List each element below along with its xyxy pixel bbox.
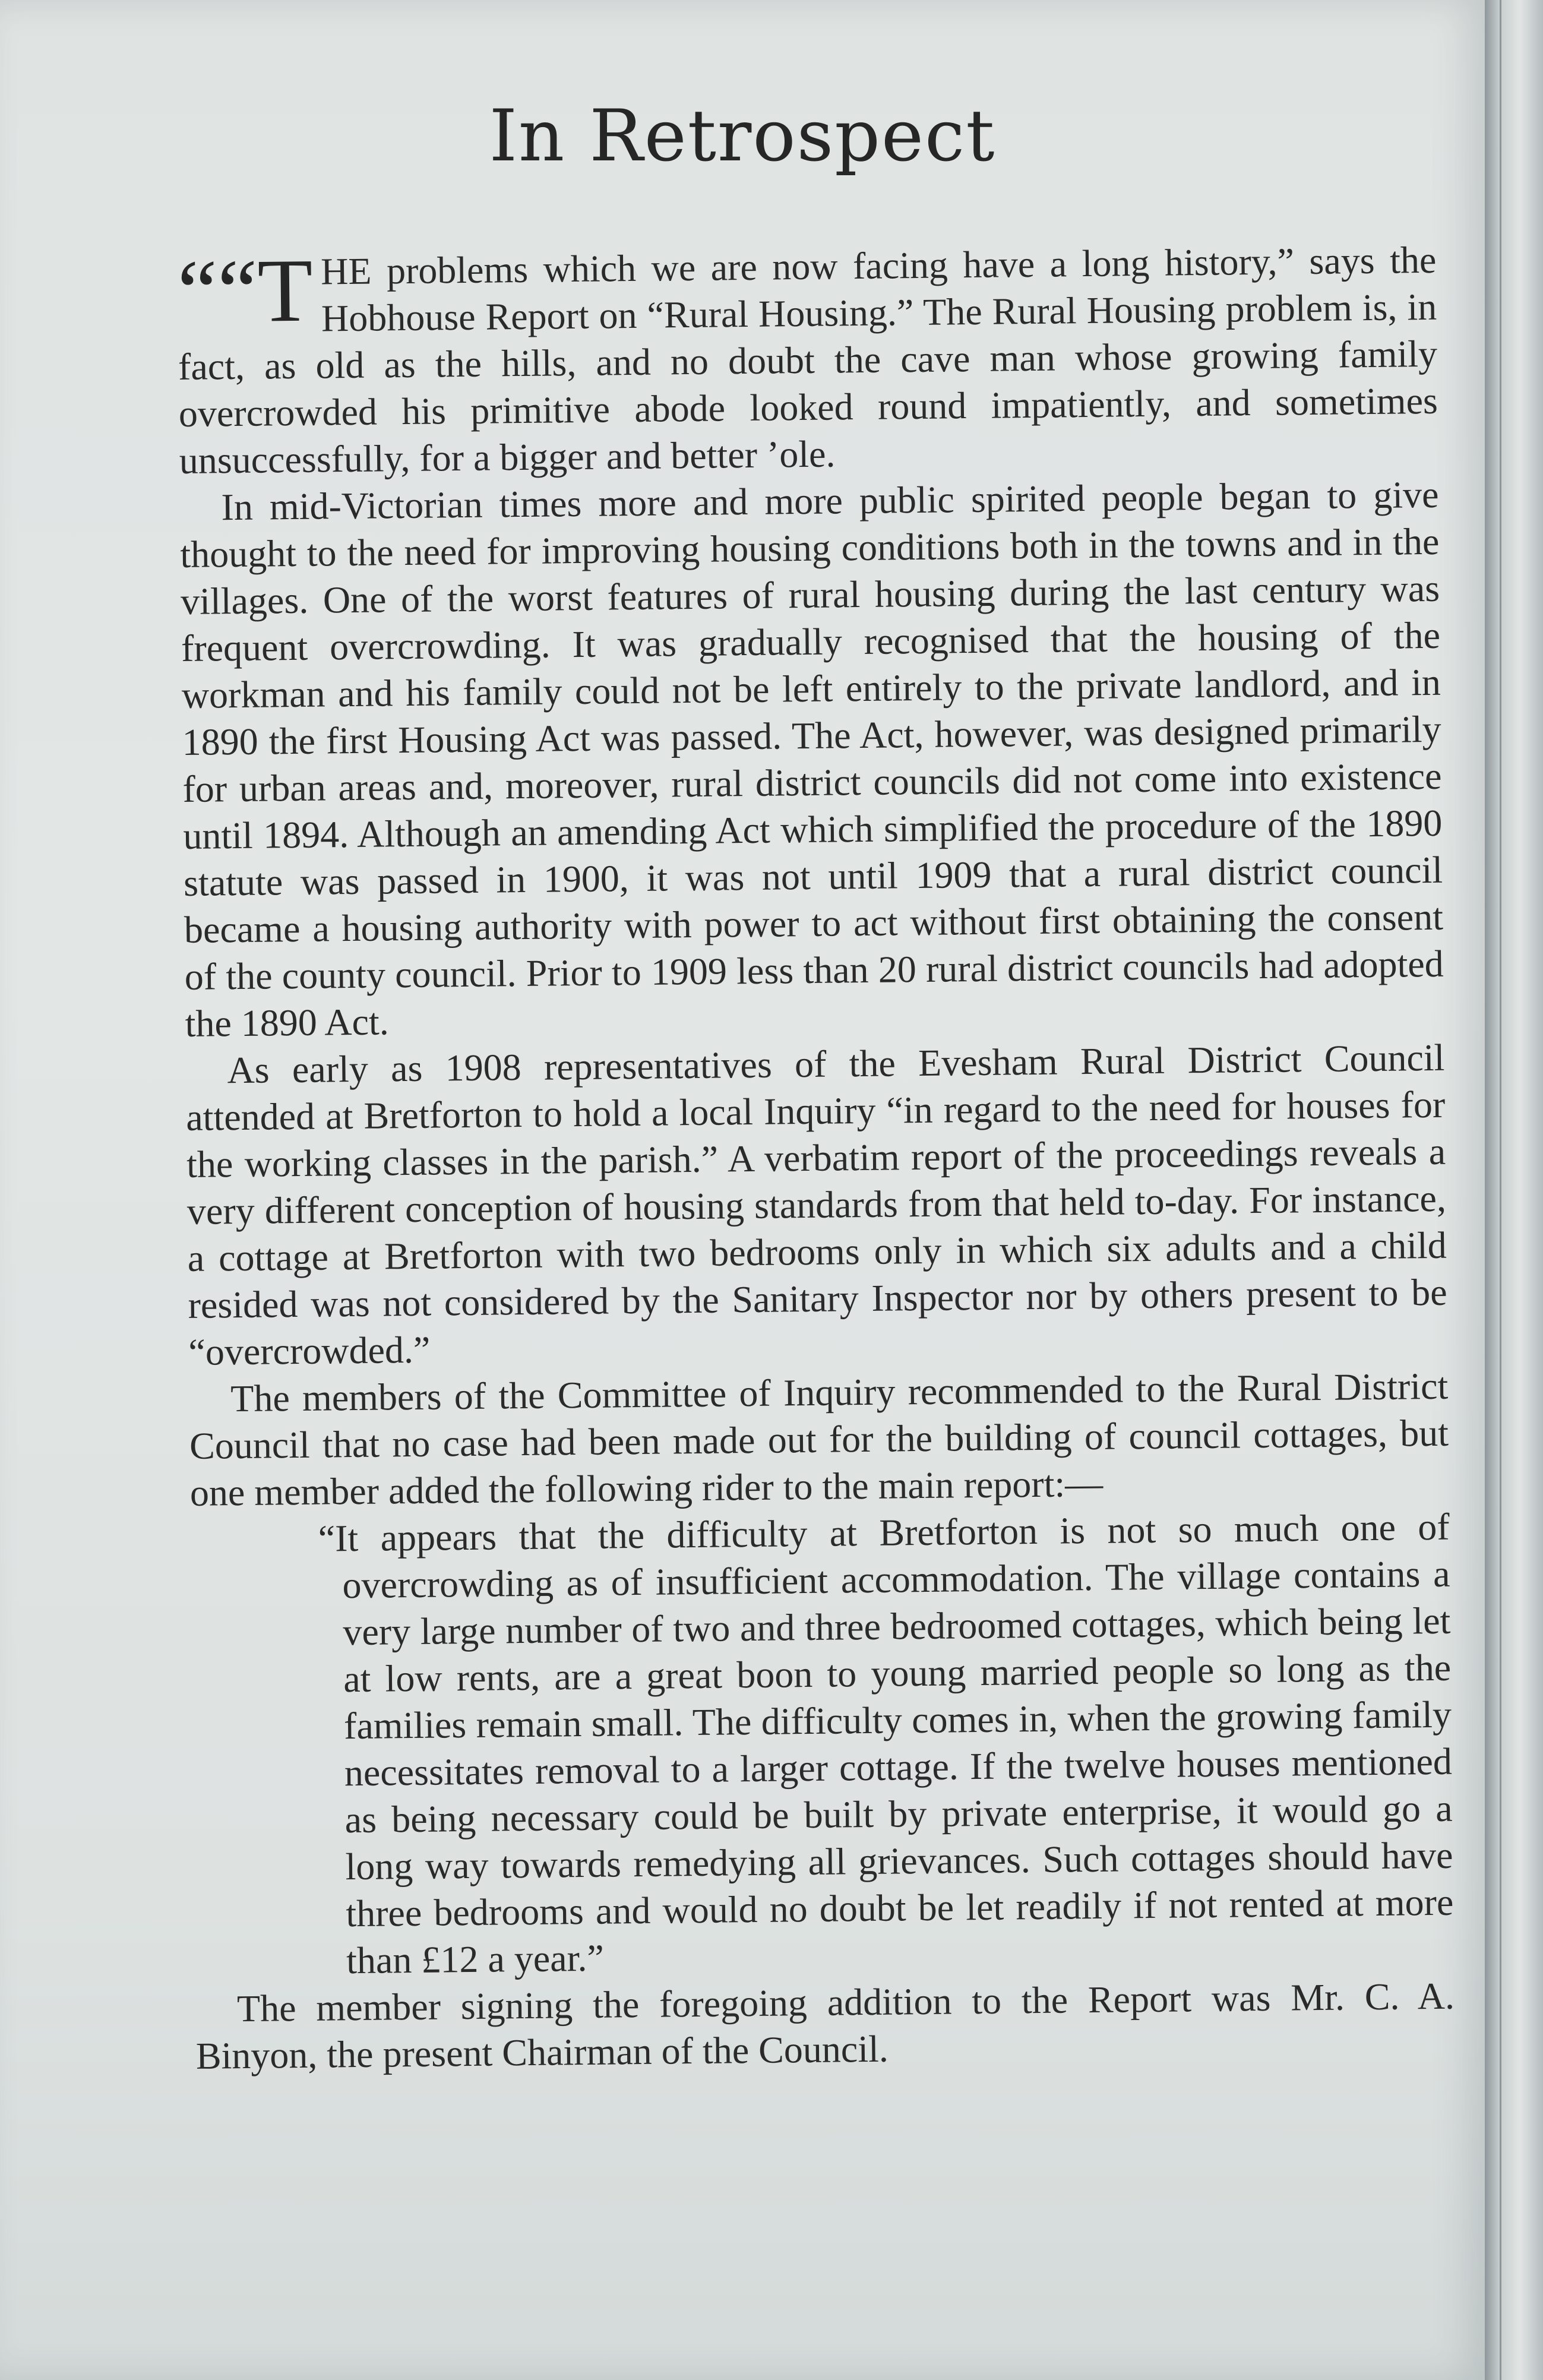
block-quote-rider: “It appears that the difficulty at Bretforton is not so much one of overcrowding as of insufficient accommodation. The village contains a very large number of two and three bedroomed cottages, which being let at low rents, are a great boon to young married people so long as the families remain small. The difficulty comes in, when the growing family necessitates removal to a larger cottage. If the twelve houses mentioned as being necessary could be built by private enterprise, it would go a long way towards remedying all grievances. Such cottages should have three bedrooms and would no doubt be let readily if not rented at more than £12 a year.” xyxy=(318,1505,1454,1982)
paragraph-binyon: The member signing the foregoing addition to the Report was Mr. C. A. Binyon, the present Chairman of the Council. xyxy=(195,1974,1455,2077)
page-fold-line xyxy=(1500,0,1501,2380)
next-page-edge xyxy=(1485,0,1543,2380)
paragraph-bretforton-inquiry: As early as 1908 representatives of the Evesham Rural District Council attended at Bretforton to hold a local Inquiry “in regard to the need for houses for the working classes in the parish.” A verbatim report of the proceedings reveals a very different conception of housing standards from that held to-day. For instance, a cottage at Bretforton with two bedrooms only in which six adults and a child resided was not considered by the Sanitary Inspector nor by others present to be “overcrowded.” xyxy=(185,1036,1447,1373)
drop-cap: ““T xyxy=(176,240,314,342)
paragraph-history: In mid-Victorian times more and more public spirited people began to give thought to the need for improving housing conditions both in the towns and in the villages. One of the worst features of rural housing during the last century was frequent overcrowding. It was gradually recognised that the housing of the workman and his family could not be left entirely to the private landlord, and in 1890 the first Housing Act was passed. The Act, however, was designed primarily for urban areas and, moreover, rural district councils did not come into existence until 1894. Although an amending Act which simplified the procedure of the 1890 statute was passed in 1900, it was not until 1909 that a rural district council became a housing authority with power to act without first obtaining the consent of the county council. Prior to 1909 less than 20 rural district councils had adopted the 1890 Act. xyxy=(180,473,1444,1045)
paragraph-committee: The members of the Committee of Inquiry recommended to the Rural District Council that no case had been made out for the building of council cottages, but one member added the following rider to the main report:— xyxy=(189,1364,1449,1514)
article-body xyxy=(177,236,1455,2079)
paragraph-intro xyxy=(177,236,1438,484)
paragraph-intro-text: HE problems which we are now facing have a long history,” says the Hobhouse Report on “Rural Housing.” The Rural Housing problem is, in fact, as old as the hills, and no doubt the cave man whose growing family overcrowded his primitive abode looked round impatiently, and sometimes unsuccessfully, for a bigger and better ’ole. xyxy=(178,238,1438,482)
page-title: In Retrospect xyxy=(489,95,996,178)
